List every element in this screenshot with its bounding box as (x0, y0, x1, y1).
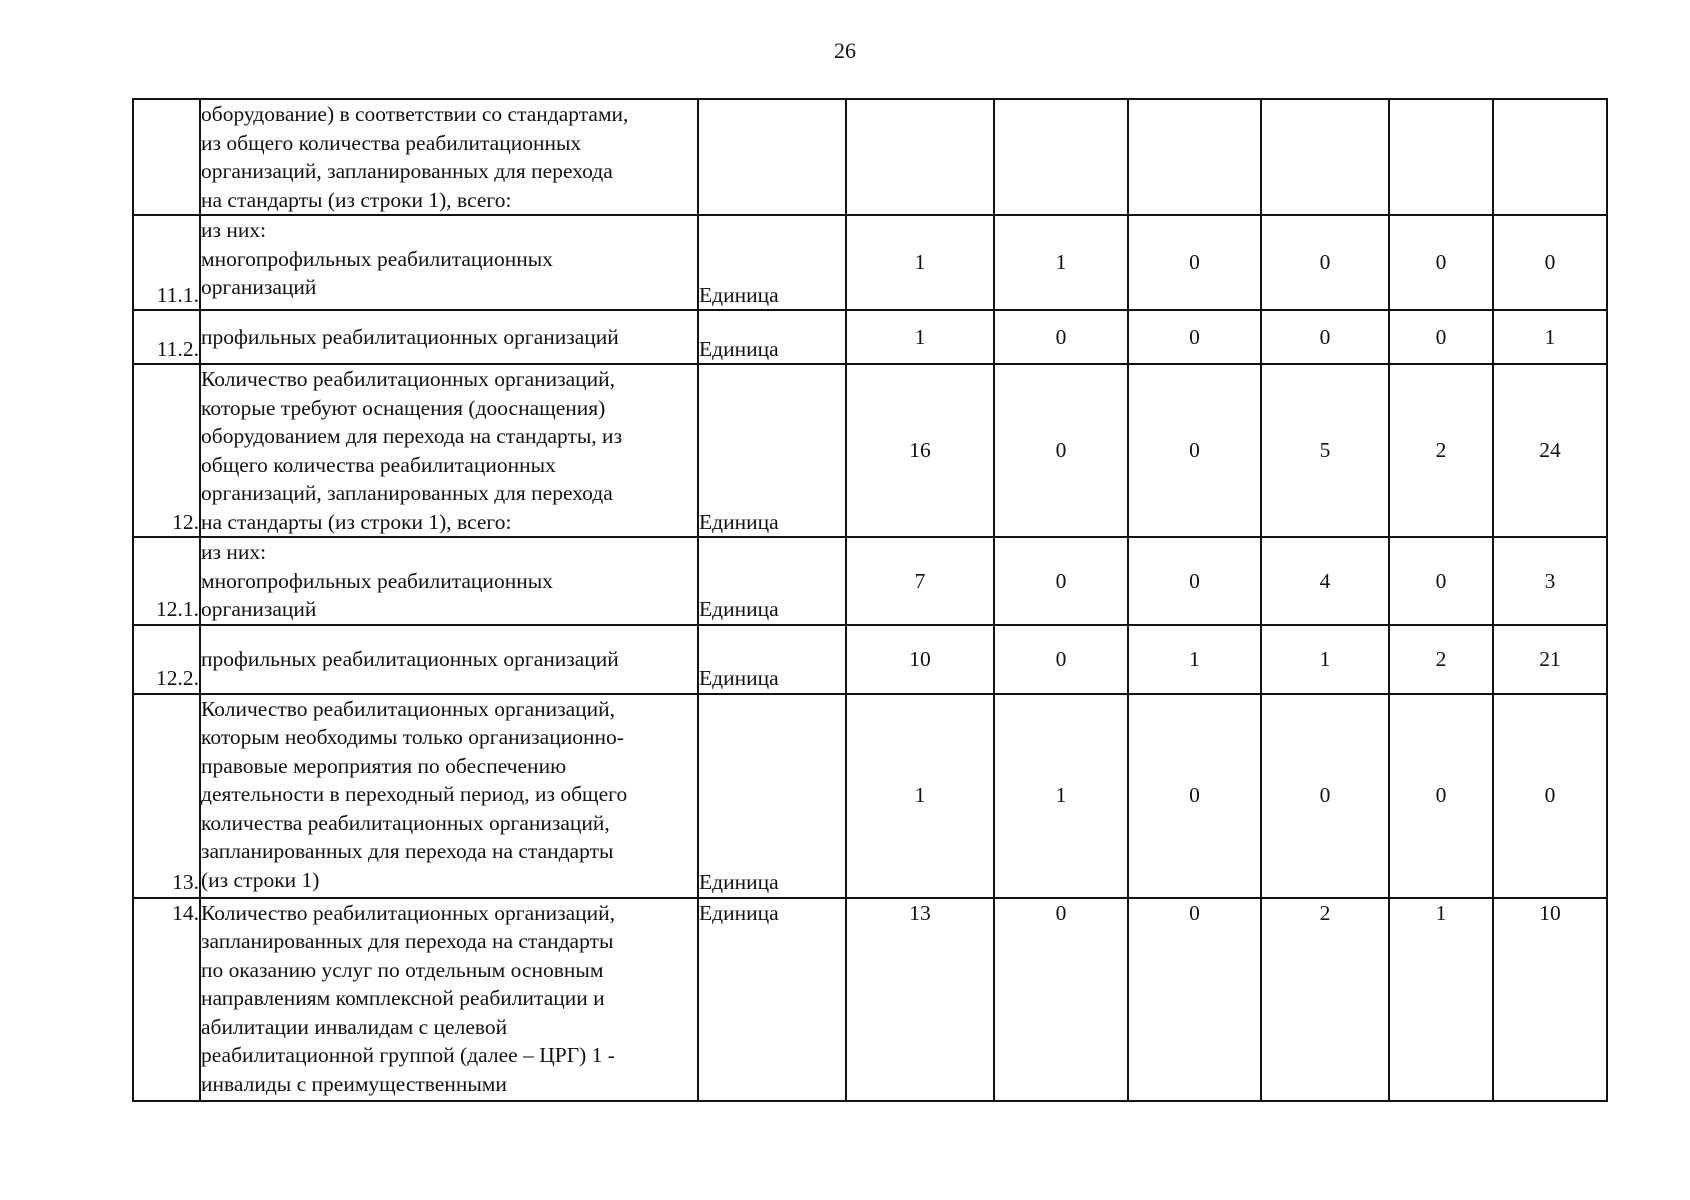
description-line: организаций, запланированных для перехода (201, 481, 613, 505)
row-description (200, 99, 698, 215)
cell-value: 1 (1544, 324, 1556, 349)
row-unit: Единица (698, 310, 846, 364)
description-line: запланированных для перехода на стандарты (201, 929, 614, 953)
cell-value: 5 (1319, 438, 1331, 463)
row-number: 12.1. (133, 537, 200, 625)
cell-value: 0 (1319, 250, 1331, 275)
description-line: правовые мероприятия по обеспечению (201, 753, 567, 778)
value-cell (1493, 310, 1607, 364)
value-cell (1389, 364, 1493, 537)
table-row (133, 215, 1607, 310)
description-line: организаций (201, 597, 317, 621)
cell-value: 4 (1319, 568, 1331, 593)
description-line: оборудованием для перехода на стандарты, из (201, 424, 623, 448)
row-number: 11.1. (133, 215, 200, 310)
value-cell (1261, 364, 1389, 537)
value-cell (846, 215, 994, 310)
value-cell (994, 625, 1128, 694)
cell-value: 0 (1189, 324, 1200, 349)
row-number: 12. (133, 364, 200, 537)
value-cell (1389, 310, 1493, 364)
value-cell (1261, 537, 1389, 625)
value-cell (1493, 537, 1607, 625)
cell-value: 2 (1435, 438, 1447, 463)
row-description (200, 625, 698, 694)
cell-value: 0 (1544, 783, 1556, 808)
description-line: из них: (201, 540, 267, 564)
description-line: оборудование) в соответствии со стандартами, (201, 102, 629, 126)
description-line: инвалиды с преимущественными (201, 1071, 507, 1096)
description-line: многопрофильных реабилитационных (201, 568, 553, 593)
value-cell (1389, 694, 1493, 898)
cell-value: 24 (1539, 438, 1561, 463)
description-line: Количество реабилитационных организаций, (201, 696, 616, 721)
value-cell (1389, 537, 1493, 625)
value-cell (846, 364, 994, 537)
cell-value: 10 (909, 646, 931, 671)
value-cell (1128, 215, 1261, 310)
row-description (200, 537, 698, 625)
table-row (133, 310, 1607, 364)
row-unit: Единица (698, 215, 846, 310)
cell-value: 21 (1539, 646, 1561, 671)
value-cell (1128, 898, 1261, 1101)
cell-value: 0 (1189, 900, 1200, 925)
description-line: абилитации инвалидам с целевой (201, 1014, 508, 1039)
description-line: из общего количества реабилитационных (201, 130, 582, 155)
value-cell (1261, 215, 1389, 310)
cell-value: 0 (1189, 568, 1200, 593)
row-unit: Единица (698, 537, 846, 625)
description-line: из них: (201, 218, 267, 242)
value-cell (1128, 310, 1261, 364)
description-line: организаций, запланированных для перехода (201, 159, 613, 183)
value-cell (994, 898, 1128, 1101)
cell-value: 0 (1055, 324, 1067, 349)
value-cell (994, 310, 1128, 364)
value-cell (994, 694, 1128, 898)
value-cell (1128, 694, 1261, 898)
value-cell (1389, 898, 1493, 1101)
row-number: 14. (133, 898, 200, 1101)
cell-value: 2 (1319, 900, 1331, 925)
value-cell (994, 215, 1128, 310)
table-row (133, 625, 1607, 694)
value-cell (1261, 99, 1389, 215)
table-row (133, 694, 1607, 898)
description-line: количества реабилитационных организаций, (201, 810, 610, 835)
table-row (133, 364, 1607, 537)
row-number: 13. (133, 694, 200, 898)
page-number: 26 (834, 38, 856, 63)
cell-value: 1 (1055, 250, 1067, 275)
row-unit: Единица (698, 364, 846, 537)
description-line: организаций (201, 275, 317, 299)
cell-value: 0 (1544, 250, 1556, 275)
description-line: на стандарты (из строки 1), всего: (201, 187, 512, 212)
value-cell (846, 694, 994, 898)
cell-value: 2 (1435, 646, 1447, 671)
row-number (133, 99, 200, 215)
description-line: (из строки 1) (201, 867, 320, 892)
value-cell (1493, 694, 1607, 898)
value-cell (994, 537, 1128, 625)
description-line: по оказанию услуг по отдельным основным (201, 957, 604, 982)
value-cell (1128, 537, 1261, 625)
description-line: реабилитационной группой (далее – ЦРГ) 1 - (201, 1043, 615, 1067)
value-cell (846, 898, 994, 1101)
description-line: которые требуют оснащения (дооснащения) (201, 395, 606, 420)
cell-value: 1 (914, 783, 926, 808)
cell-value: 7 (914, 568, 926, 593)
cell-value: 0 (1435, 783, 1447, 808)
value-cell (846, 625, 994, 694)
value-cell (1261, 310, 1389, 364)
description-line: направлениям комплексной реабилитации и (201, 986, 605, 1010)
value-cell (994, 364, 1128, 537)
description-line: многопрофильных реабилитационных (201, 246, 553, 271)
report-table (132, 98, 1608, 1102)
cell-value: 0 (1189, 438, 1200, 463)
description-line: профильных реабилитационных организаций (201, 324, 619, 349)
cell-value: 1 (1435, 900, 1447, 925)
value-cell (1261, 694, 1389, 898)
row-description (200, 310, 698, 364)
cell-value: 0 (1435, 324, 1447, 349)
cell-value: 0 (1055, 438, 1067, 463)
cell-value: 1 (914, 324, 926, 349)
description-line: Количество реабилитационных организаций, (201, 900, 616, 925)
value-cell (1493, 625, 1607, 694)
cell-value: 1 (1055, 783, 1067, 808)
table-row (133, 537, 1607, 625)
cell-value: 3 (1544, 568, 1556, 593)
cell-value: 0 (1189, 250, 1200, 275)
cell-value: 0 (1055, 568, 1067, 593)
value-cell (846, 537, 994, 625)
cell-value: 0 (1319, 783, 1331, 808)
row-number: 12.2. (133, 625, 200, 694)
row-description (200, 364, 698, 537)
cell-value: 1 (1189, 646, 1200, 671)
row-unit (698, 99, 846, 215)
row-description (200, 694, 698, 898)
cell-value: 0 (1189, 783, 1200, 808)
cell-value: 16 (909, 438, 931, 463)
cell-value: 0 (1055, 646, 1067, 671)
value-cell (1389, 99, 1493, 215)
value-cell (1493, 99, 1607, 215)
description-line: деятельности в переходный период, из общего (201, 782, 628, 806)
value-cell (1493, 364, 1607, 537)
value-cell (846, 99, 994, 215)
value-cell (1128, 99, 1261, 215)
description-line: которым необходимы только организационно- (201, 725, 624, 749)
cell-value: 0 (1055, 900, 1067, 925)
cell-value: 1 (914, 250, 926, 275)
description-line: Количество реабилитационных организаций, (201, 367, 616, 391)
row-number: 11.2. (133, 310, 200, 364)
row-unit: Единица (698, 694, 846, 898)
value-cell (1128, 625, 1261, 694)
cell-value: 13 (909, 900, 931, 925)
description-line: на стандарты (из строки 1), всего: (201, 509, 512, 534)
cell-value: 10 (1539, 900, 1561, 925)
description-line: запланированных для перехода на стандарты (201, 839, 614, 863)
cell-value: 0 (1435, 250, 1447, 275)
table-body (133, 99, 1607, 1101)
table-row (133, 99, 1607, 215)
value-cell (1261, 898, 1389, 1101)
row-unit: Единица (698, 898, 846, 1101)
row-unit: Единица (698, 625, 846, 694)
cell-value: 0 (1435, 568, 1447, 593)
description-line: профильных реабилитационных организаций (201, 646, 619, 671)
description-line: общего количества реабилитационных (201, 452, 556, 477)
value-cell (1493, 215, 1607, 310)
value-cell (994, 99, 1128, 215)
table-row (133, 898, 1607, 1101)
value-cell (1261, 625, 1389, 694)
value-cell (846, 310, 994, 364)
cell-value: 1 (1319, 646, 1331, 671)
cell-value: 0 (1319, 324, 1331, 349)
value-cell (1389, 215, 1493, 310)
value-cell (1493, 898, 1607, 1101)
row-description (200, 898, 698, 1101)
value-cell (1389, 625, 1493, 694)
row-description (200, 215, 698, 310)
value-cell (1128, 364, 1261, 537)
